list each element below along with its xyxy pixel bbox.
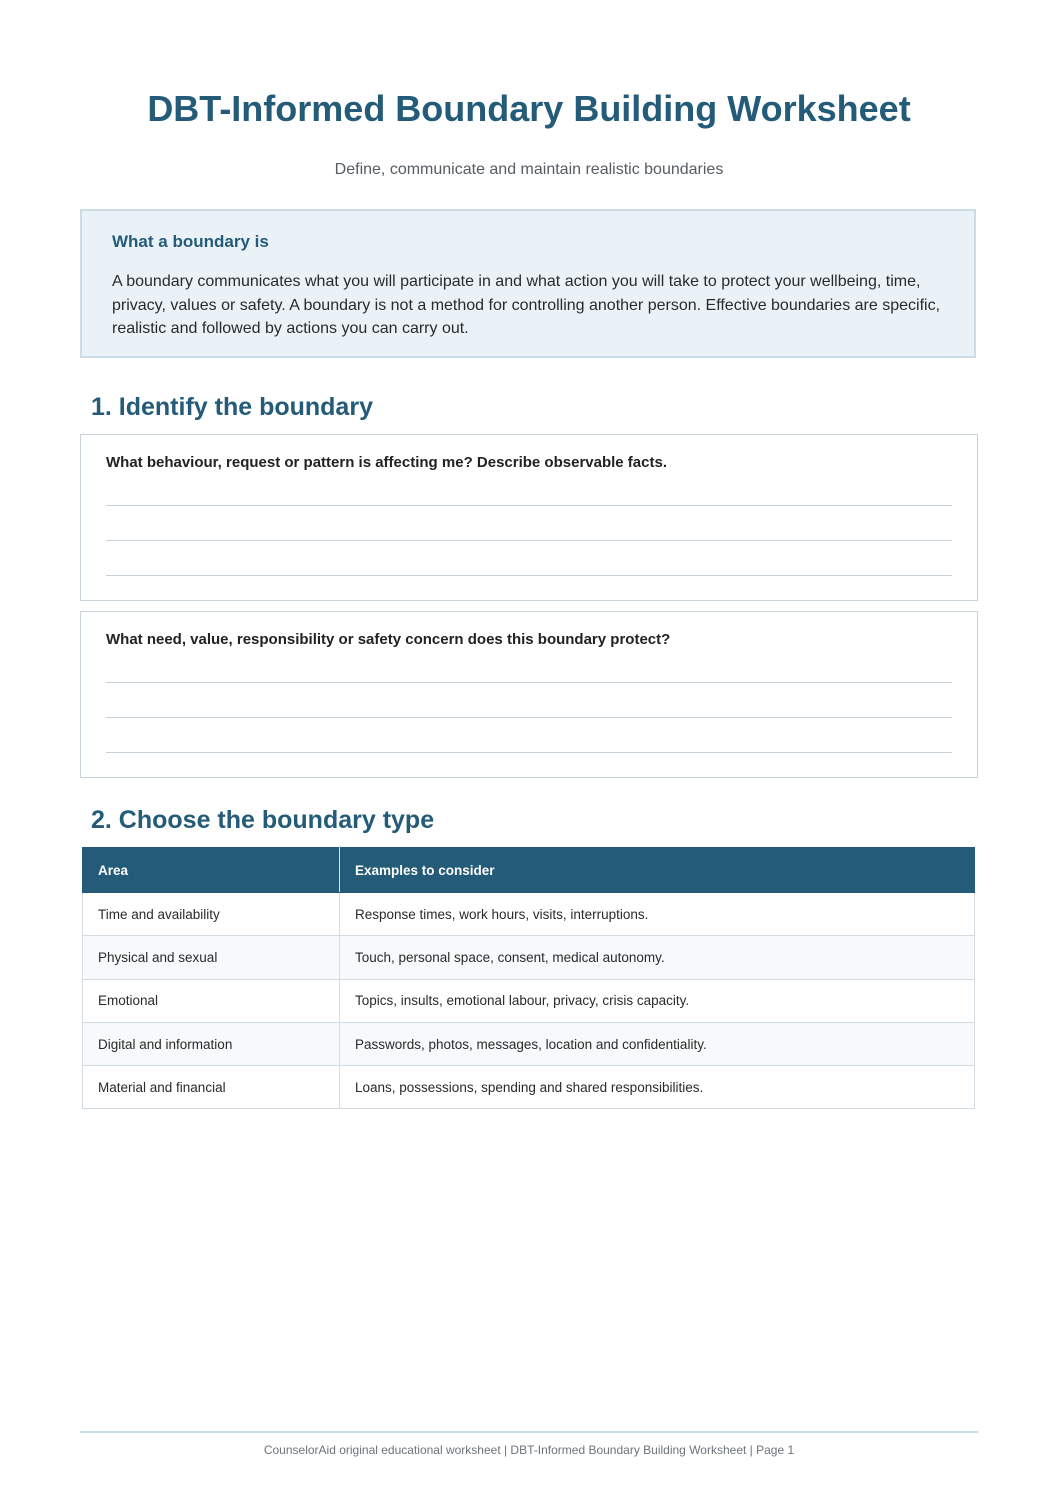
page-subtitle: Define, communicate and maintain realistic boundaries — [334, 161, 724, 178]
examples-cell: Touch, personal space, consent, medical autonomy. — [340, 936, 975, 979]
answer-line[interactable] — [106, 540, 952, 541]
examples-cell: Loans, possessions, spending and shared responsibilities. — [340, 1066, 975, 1109]
info-callout — [80, 209, 976, 358]
area-cell: Material and financial — [83, 1066, 340, 1109]
boundary-type-table — [82, 847, 975, 1109]
question-2-label: What need, value, responsibility or safety concern does this boundary protect? — [106, 631, 671, 648]
table-header-row — [83, 848, 975, 893]
column-header-examples: Examples to consider — [340, 848, 975, 893]
info-callout-title: What a boundary is — [112, 232, 269, 251]
question-box-1 — [80, 434, 978, 601]
page-title: DBT-Informed Boundary Building Worksheet — [147, 88, 911, 129]
table-row — [83, 1022, 975, 1065]
table-row — [83, 936, 975, 979]
examples-cell: Passwords, photos, messages, location and confidentiality. — [340, 1022, 975, 1065]
answer-line[interactable] — [106, 682, 952, 683]
info-callout-text: A boundary communicates what you will participate in and what action you will take to protect your wellbeing, time, privacy, values or safety. A boundary is not a method for controlling another person. Effective boundaries are specific, realistic and followed by actions you can carry out. — [112, 273, 941, 337]
examples-cell: Topics, insults, emotional labour, privacy, crisis capacity. — [340, 979, 975, 1022]
section-2-heading: 2. Choose the boundary type — [91, 806, 435, 834]
footer-divider — [80, 1431, 978, 1433]
answer-line[interactable] — [106, 505, 952, 506]
answer-line[interactable] — [106, 717, 952, 718]
question-box-2 — [80, 611, 978, 778]
section-1-heading: 1. Identify the boundary — [91, 393, 373, 421]
table-row — [83, 979, 975, 1022]
page-footer: CounselorAid original educational worksheet | DBT-Informed Boundary Building Worksheet | Page 1 — [263, 1443, 795, 1457]
table-row — [83, 893, 975, 936]
table-row — [83, 1066, 975, 1109]
area-cell: Emotional — [83, 979, 340, 1022]
question-1-label: What behaviour, request or pattern is affecting me? Describe observable facts. — [106, 454, 667, 471]
column-header-area: Area — [83, 848, 340, 893]
examples-cell: Response times, work hours, visits, interruptions. — [340, 893, 975, 936]
area-cell: Physical and sexual — [83, 936, 340, 979]
area-cell: Time and availability — [83, 893, 340, 936]
answer-line[interactable] — [106, 575, 952, 576]
area-cell: Digital and information — [83, 1022, 340, 1065]
answer-line[interactable] — [106, 752, 952, 753]
